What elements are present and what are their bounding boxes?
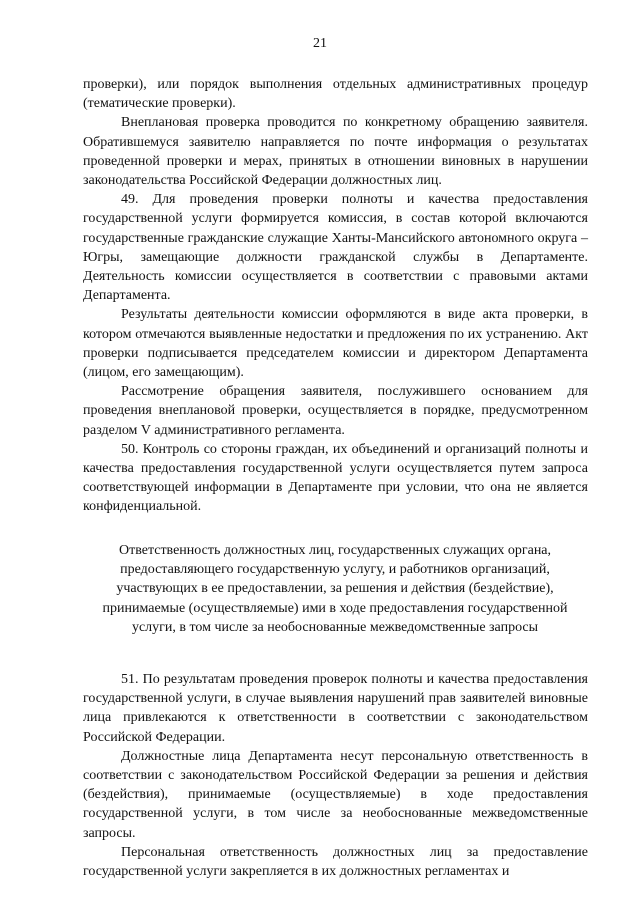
body-text-top (83, 75, 588, 517)
paragraph: проверки), или порядок выполнения отдельных административных процедур (тематические проверки). (83, 77, 588, 112)
paragraph: Персональная ответственность должностных лиц за предоставление государственной услуги закрепляется в их должностных регламентах и (83, 844, 588, 880)
paragraph: Рассмотрение обращения заявителя, послужившего основанием для проведения внеплановой проверки, осуществляется в порядке, предусмотренном разделом V административного регламента. (83, 384, 588, 438)
section-heading: Ответственность должностных лиц, государственных служащих органа, предоставляющего государственную услугу, и работников организаций, участвующих в ее предоставлении, за решения и действия (бездействие), принимаемые (осуществляемые) ими в ходе предоставления государственной услуги, в том числе за необоснованные межведомственные запросы (102, 543, 568, 635)
paragraph-50: 50. Контроль со стороны граждан, их объединений и организаций полноты и качества предоставления государственной услуги осуществляется путем запроса соответствующей информации в Департаменте при условии, что она не является конфиденциальной. (83, 441, 588, 515)
paragraph-51: 51. По результатам проведения проверок полноты и качества предоставления государственной услуги, в случае выявления нарушений прав заявителей виновные лица привлекаются к ответственности в соответствии с законодательством Российской Федерации. (83, 672, 588, 745)
paragraph: Должностные лица Департамента несут персональную ответственность в соответствии с законодательством Российской Федерации за решения и действия (бездействия), принимаемые (осуществляемые) в ходе предоставления государственной услуги, в том числе за необоснованные межведомственные запросы. (83, 748, 588, 841)
paragraph: Результаты деятельности комиссии оформляются в виде акта проверки, в котором отмечаются выявленные недостатки и предложения по их устранению. Акт проверки подписывается председателем комиссии и директором Департамента (лицом, его замещающим). (83, 307, 588, 381)
page-number: 21 (313, 36, 327, 51)
paragraph: Внеплановая проверка проводится по конкретному обращению заявителя. Обратившемуся заявителю направляется по почте информация о результатах проведенной проверки и мерах, принятых в отношении виновных в нарушении законодательства Российской Федерации должностных лиц. (83, 115, 588, 189)
body-text-bottom (83, 670, 588, 881)
paragraph-49: 49. Для проведения проверки полноты и качества предоставления государственной услуги формируется комиссия, в состав которой включаются государственные гражданские служащие Ханты-Мансийского автономного округа – Югры, замещающие должности гражданской службы в Департаменте. Деятельность комиссии осуществляется в соответствии с правовыми актами Департамента. (83, 192, 588, 304)
